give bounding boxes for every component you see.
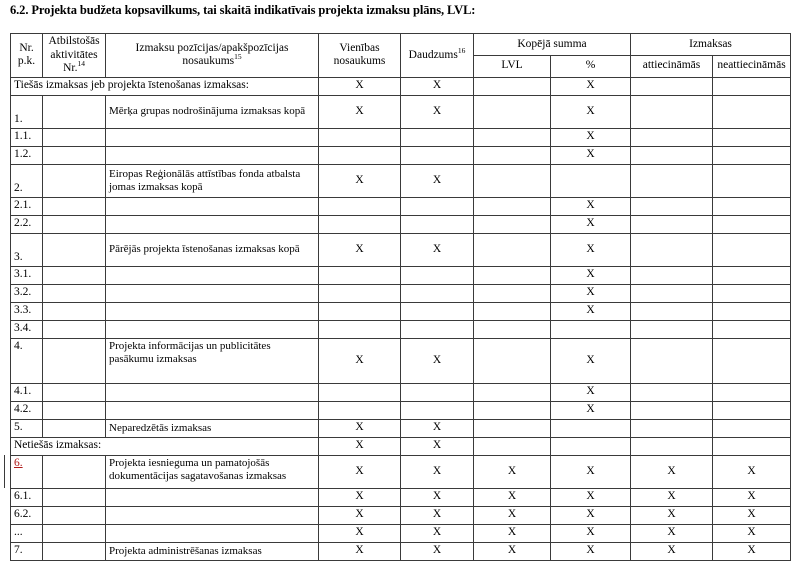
cell-ineligible <box>713 401 791 419</box>
cell-quantity <box>401 266 474 284</box>
row-activity-nr <box>43 506 106 524</box>
cell-percent: X <box>551 524 631 542</box>
cell-unit: X <box>319 488 401 506</box>
cell-eligible <box>631 401 713 419</box>
cell-unit: X <box>319 77 401 95</box>
cell-percent: X <box>551 401 631 419</box>
cell-eligible <box>631 266 713 284</box>
row-number: 3.1. <box>11 266 43 284</box>
row-activity-nr <box>43 164 106 197</box>
cell-lvl <box>474 419 551 437</box>
cell-ineligible <box>713 146 791 164</box>
cell-unit <box>319 128 401 146</box>
cell-unit: X <box>319 542 401 560</box>
cell-unit: X <box>319 524 401 542</box>
row-position-name: Neparedzētās izmaksas <box>106 419 319 437</box>
header-activity-line2: aktivitātes <box>50 48 98 61</box>
header-unit-line2: nosaukums <box>333 55 386 68</box>
row-number: 4. <box>11 338 43 383</box>
row-activity-nr <box>43 401 106 419</box>
cell-lvl <box>474 284 551 302</box>
cell-percent <box>551 419 631 437</box>
cell-unit: X <box>319 338 401 383</box>
cell-quantity <box>401 401 474 419</box>
footnote-ref-15: 15 <box>234 52 242 62</box>
row-number-revised: 6. <box>14 456 23 469</box>
cell-quantity: X <box>401 506 474 524</box>
row-position-name: Projekta administrēšanas izmaksas <box>106 542 319 560</box>
row-position-name: Eiropas Reģionālās attīstības fonda atbalsta jomas izmaksas kopā <box>106 164 319 197</box>
cell-ineligible: X <box>713 455 791 488</box>
row-position-name <box>106 488 319 506</box>
row-number: 2.1. <box>11 197 43 215</box>
cell-lvl <box>474 215 551 233</box>
cell-quantity: X <box>401 455 474 488</box>
cell-unit: X <box>319 455 401 488</box>
cell-unit: X <box>319 437 401 455</box>
cell-eligible <box>631 437 713 455</box>
cell-ineligible <box>713 437 791 455</box>
cell-quantity: X <box>401 437 474 455</box>
cell-unit <box>319 197 401 215</box>
cell-lvl <box>474 95 551 128</box>
cell-eligible <box>631 338 713 383</box>
table-row <box>11 146 791 164</box>
table-row <box>11 542 791 560</box>
row-activity-nr <box>43 197 106 215</box>
row-number: 5. <box>11 419 43 437</box>
cell-eligible <box>631 284 713 302</box>
cell-lvl: X <box>474 488 551 506</box>
row-activity-nr <box>43 320 106 338</box>
cell-ineligible <box>713 383 791 401</box>
table-header <box>11 34 791 78</box>
row-position-name <box>106 506 319 524</box>
cell-unit: X <box>319 164 401 197</box>
cell-percent: X <box>551 95 631 128</box>
table-row <box>11 524 791 542</box>
row-activity-nr <box>43 542 106 560</box>
cell-quantity <box>401 215 474 233</box>
cell-eligible <box>631 146 713 164</box>
header-percent: % <box>551 55 631 77</box>
cell-lvl: X <box>474 524 551 542</box>
row-activity-nr <box>43 338 106 383</box>
cell-eligible: X <box>631 524 713 542</box>
row-number: ... <box>11 524 43 542</box>
row-activity-nr <box>43 524 106 542</box>
row-activity-nr <box>43 419 106 437</box>
cell-quantity <box>401 302 474 320</box>
cell-lvl <box>474 437 551 455</box>
cell-unit: X <box>319 95 401 128</box>
row-number <box>11 455 43 488</box>
cell-ineligible <box>713 215 791 233</box>
cell-lvl <box>474 77 551 95</box>
cell-percent <box>551 320 631 338</box>
cell-quantity: X <box>401 95 474 128</box>
header-ineligible: neattiecināmās <box>713 55 791 77</box>
table-row <box>11 383 791 401</box>
cell-quantity <box>401 146 474 164</box>
cell-ineligible <box>713 233 791 266</box>
table-row <box>11 215 791 233</box>
cell-percent: X <box>551 284 631 302</box>
footnote-ref-16: 16 <box>457 45 466 55</box>
row-number: 4.1. <box>11 383 43 401</box>
row-position-name <box>106 302 319 320</box>
footnote-ref-14: 14 <box>77 59 85 69</box>
cell-percent: X <box>551 146 631 164</box>
section-label: Tiešās izmaksas jeb projekta īstenošanas izmaksas: <box>11 77 319 95</box>
cell-unit <box>319 215 401 233</box>
cell-eligible <box>631 95 713 128</box>
header-nr-line2: p.k. <box>17 55 36 68</box>
header-lvl: LVL <box>474 55 551 77</box>
cell-eligible <box>631 128 713 146</box>
cell-lvl <box>474 197 551 215</box>
cell-ineligible <box>713 338 791 383</box>
cell-lvl <box>474 146 551 164</box>
cell-quantity: X <box>401 164 474 197</box>
cell-ineligible: X <box>713 506 791 524</box>
cell-quantity <box>401 383 474 401</box>
row-activity-nr <box>43 266 106 284</box>
cell-percent: X <box>551 266 631 284</box>
cell-eligible <box>631 302 713 320</box>
table-row <box>11 506 791 524</box>
row-number: 6.1. <box>11 488 43 506</box>
cell-lvl <box>474 233 551 266</box>
cell-lvl: X <box>474 506 551 524</box>
revision-change-bar <box>4 455 5 488</box>
cell-ineligible <box>713 164 791 197</box>
header-activity-line1: Atbilstošās <box>48 35 100 47</box>
header-row-primary <box>11 34 791 56</box>
cell-unit <box>319 284 401 302</box>
row-activity-nr <box>43 383 106 401</box>
table-row <box>11 197 791 215</box>
header-quantity <box>401 34 474 78</box>
cell-percent: X <box>551 197 631 215</box>
cell-lvl: X <box>474 542 551 560</box>
cell-ineligible <box>713 302 791 320</box>
row-activity-nr <box>43 146 106 164</box>
cell-quantity: X <box>401 524 474 542</box>
table-row <box>11 128 791 146</box>
row-position-name <box>106 197 319 215</box>
cell-percent <box>551 164 631 197</box>
cell-lvl <box>474 320 551 338</box>
cell-eligible <box>631 419 713 437</box>
row-activity-nr <box>43 455 106 488</box>
cell-quantity: X <box>401 488 474 506</box>
cell-lvl <box>474 164 551 197</box>
row-number: 2.2. <box>11 215 43 233</box>
cell-quantity: X <box>401 338 474 383</box>
row-activity-nr <box>43 95 106 128</box>
row-position-name <box>106 146 319 164</box>
header-position-line1: Izmaksu pozīcijas/apakšpozīcijas <box>135 41 289 54</box>
cell-eligible <box>631 383 713 401</box>
cell-quantity <box>401 320 474 338</box>
cell-ineligible <box>713 128 791 146</box>
cell-quantity <box>401 197 474 215</box>
table-row <box>11 437 791 455</box>
row-position-name <box>106 524 319 542</box>
cell-ineligible <box>713 284 791 302</box>
cell-percent: X <box>551 128 631 146</box>
table-row <box>11 488 791 506</box>
cell-percent: X <box>551 383 631 401</box>
row-activity-nr <box>43 488 106 506</box>
cell-unit <box>319 302 401 320</box>
row-position-name <box>106 383 319 401</box>
cell-eligible <box>631 233 713 266</box>
cell-percent: X <box>551 77 631 95</box>
cell-eligible <box>631 77 713 95</box>
cell-ineligible <box>713 197 791 215</box>
cell-ineligible <box>713 95 791 128</box>
row-number: 7. <box>11 542 43 560</box>
cell-eligible: X <box>631 542 713 560</box>
cell-percent: X <box>551 506 631 524</box>
row-number: 3. <box>11 233 43 266</box>
cell-eligible <box>631 164 713 197</box>
cell-ineligible <box>713 266 791 284</box>
row-position-name <box>106 266 319 284</box>
row-position-name <box>106 128 319 146</box>
row-number: 3.3. <box>11 302 43 320</box>
table-row <box>11 284 791 302</box>
cell-lvl <box>474 338 551 383</box>
cell-unit <box>319 401 401 419</box>
cell-percent: X <box>551 338 631 383</box>
row-activity-nr <box>43 128 106 146</box>
header-nr <box>11 34 43 78</box>
cell-unit: X <box>319 419 401 437</box>
cell-eligible <box>631 320 713 338</box>
cell-eligible <box>631 197 713 215</box>
table-row <box>11 455 791 488</box>
cell-percent: X <box>551 488 631 506</box>
row-number: 1.1. <box>11 128 43 146</box>
cell-ineligible: X <box>713 488 791 506</box>
cell-eligible: X <box>631 455 713 488</box>
cell-unit <box>319 383 401 401</box>
cell-ineligible <box>713 77 791 95</box>
table-row <box>11 266 791 284</box>
row-activity-nr <box>43 302 106 320</box>
cell-ineligible: X <box>713 542 791 560</box>
header-unit-line1: Vienības <box>339 41 380 54</box>
cell-unit <box>319 320 401 338</box>
header-position-name <box>106 34 319 78</box>
cell-ineligible <box>713 419 791 437</box>
row-number: 4.2. <box>11 401 43 419</box>
cell-quantity: X <box>401 77 474 95</box>
row-activity-nr <box>43 284 106 302</box>
row-position-name <box>106 401 319 419</box>
cell-eligible <box>631 215 713 233</box>
cell-ineligible <box>713 320 791 338</box>
header-activity-nr <box>43 34 106 78</box>
cell-unit <box>319 266 401 284</box>
cell-percent: X <box>551 215 631 233</box>
cell-lvl <box>474 383 551 401</box>
cell-quantity: X <box>401 233 474 266</box>
table-row <box>11 164 791 197</box>
cell-lvl <box>474 128 551 146</box>
row-position-name <box>106 215 319 233</box>
cell-ineligible: X <box>713 524 791 542</box>
cell-percent: X <box>551 455 631 488</box>
header-eligible: attiecināmās <box>631 55 713 77</box>
header-total-amount: Kopējā summa <box>474 34 631 56</box>
header-quantity-label: Daudzums <box>408 48 458 61</box>
row-position-name: Pārējās projekta īstenošanas izmaksas kopā <box>106 233 319 266</box>
row-number: 6.2. <box>11 506 43 524</box>
table-row <box>11 338 791 383</box>
cell-lvl: X <box>474 455 551 488</box>
table-row <box>11 233 791 266</box>
cell-quantity <box>401 284 474 302</box>
cell-percent: X <box>551 302 631 320</box>
budget-summary-table <box>10 33 791 561</box>
header-nr-line1: Nr. <box>19 41 34 54</box>
cell-unit: X <box>319 506 401 524</box>
cell-quantity: X <box>401 419 474 437</box>
row-number: 3.2. <box>11 284 43 302</box>
cell-percent <box>551 437 631 455</box>
table-row <box>11 401 791 419</box>
table-row <box>11 419 791 437</box>
cell-eligible: X <box>631 488 713 506</box>
cell-unit: X <box>319 233 401 266</box>
page-title: 6.2. Projekta budžeta kopsavilkums, tai skaitā indikatīvais projekta izmaksu plāns, LVL: <box>10 3 476 17</box>
table-row <box>11 302 791 320</box>
row-position-name: Projekta iesnieguma un pamatojošās dokumentācijas sagatavošanas izmaksas <box>106 455 319 488</box>
cell-eligible: X <box>631 506 713 524</box>
header-position-line2: nosaukums <box>182 55 235 68</box>
cell-quantity: X <box>401 542 474 560</box>
header-costs: Izmaksas <box>631 34 791 56</box>
row-number: 3.4. <box>11 320 43 338</box>
cell-lvl <box>474 302 551 320</box>
row-number: 2. <box>11 164 43 197</box>
row-position-name: Projekta informācijas un publicitātes pasākumu izmaksas <box>106 338 319 383</box>
table-row <box>11 95 791 128</box>
row-activity-nr <box>43 215 106 233</box>
header-activity-line3: Nr. <box>63 62 78 75</box>
row-position-name <box>106 284 319 302</box>
table-row <box>11 77 791 95</box>
cell-unit <box>319 146 401 164</box>
row-position-name <box>106 320 319 338</box>
row-number: 1. <box>11 95 43 128</box>
cell-lvl <box>474 266 551 284</box>
table-body <box>11 77 791 560</box>
cell-quantity <box>401 128 474 146</box>
row-number: 1.2. <box>11 146 43 164</box>
row-activity-nr <box>43 233 106 266</box>
table-row <box>11 320 791 338</box>
cell-lvl <box>474 401 551 419</box>
header-unit-name <box>319 34 401 78</box>
cell-percent: X <box>551 542 631 560</box>
section-label: Netiešās izmaksas: <box>11 437 319 455</box>
row-position-name: Mērķa grupas nodrošinājuma izmaksas kopā <box>106 95 319 128</box>
cell-percent: X <box>551 233 631 266</box>
